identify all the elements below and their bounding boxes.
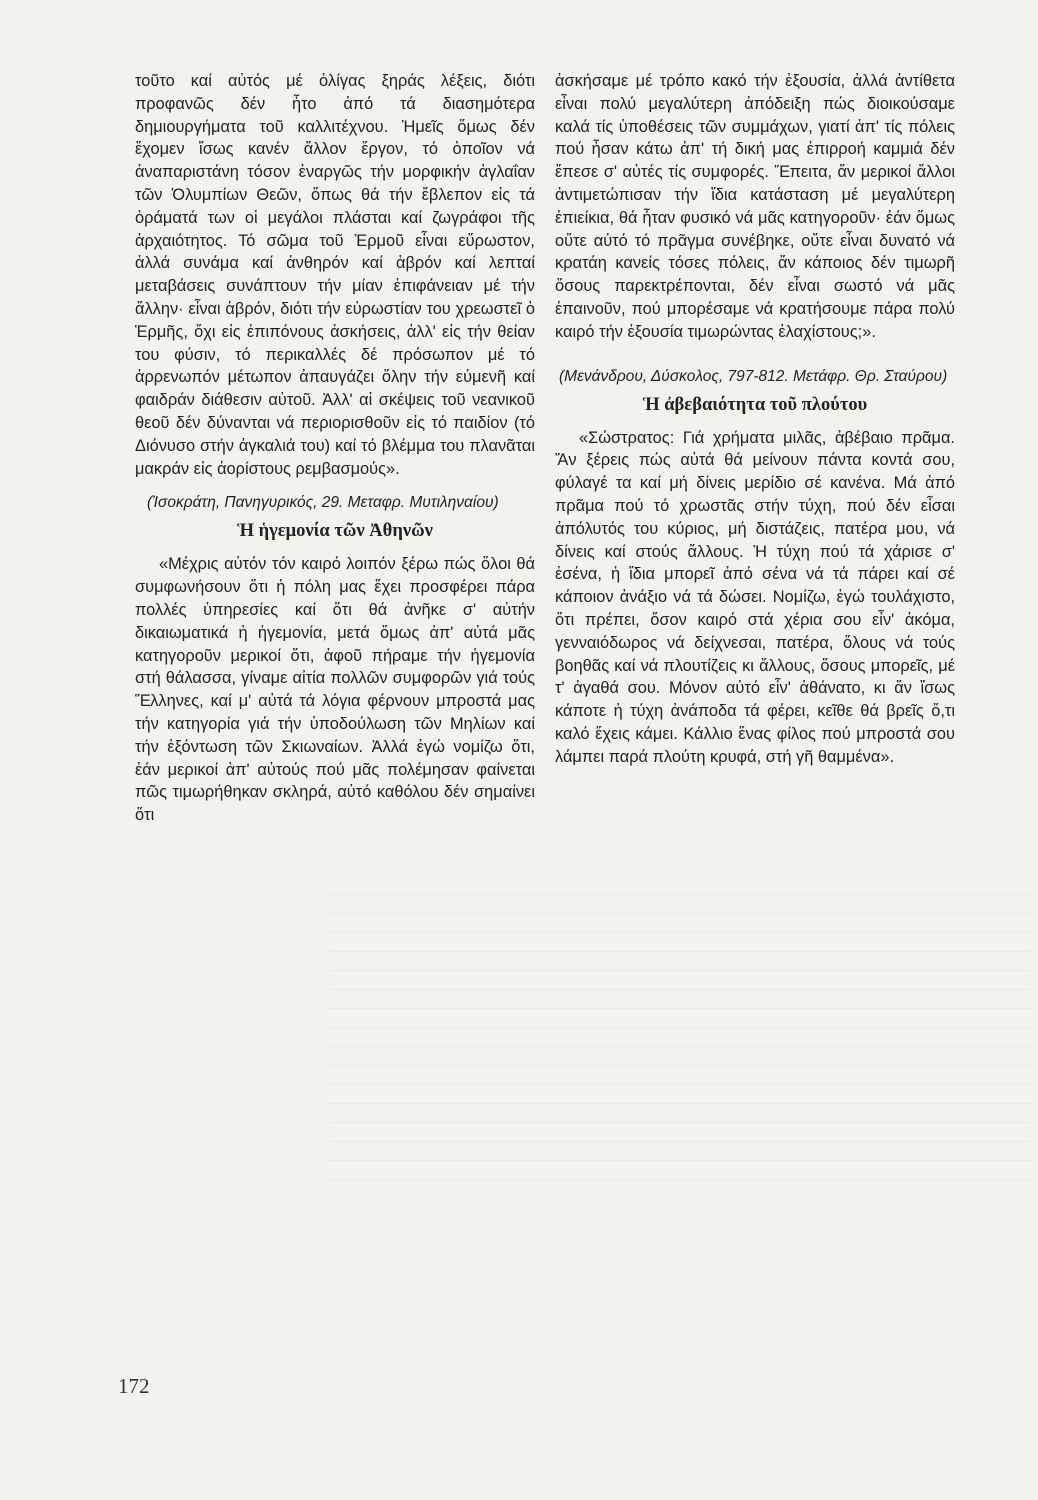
left-paragraph-1: τοῦτο καί αὐτός μέ ὀλίγας ξηράς λέξεις, διότι προφανῶς δέν ἦτο ἀπό τά διασημότερα δημιουργήματα τοῦ καλλιτέχνου. Ἡμεῖς ὅμως δέν ἔχομεν ἴσως κανέν ἄλλον ἔργον, τό ὁποῖον νά ἀναπαριστάνη τόσον ἐναργῶς τήν μορφικήν ἀγλαΐαν τῶν Ὀλυμπίων Θεῶν, ὅπως θά τήν ἔβλεπον εἰς τά ὁράματά των οἱ μεγάλοι πλάσται καί ζωγράφοι τῆς ἀρχαιότητος. Τό σῶμα τοῦ Ἑρμοῦ εἶναι εὔρωστον, ἀλλά συνάμα καί ἀνθηρόν καί ἁβρόν καί λεπταί μεταβάσεις συνάπτουν τήν μίαν ἐπιφάνειαν μέ τήν ἄλλην· εἶναι ἁβρόν, διότι τήν εὐρωστίαν του χρεωστεῖ ὁ Ἑρμῆς, ὄχι εἰς ἐπιπόνους ἀσκήσεις, ἀλλ' εἰς τήν θείαν του φύσιν, τό περικαλλές δέ πρόσωπον μέ τό ἀρρενωπόν μέτωπον ἀπαυγάζει ὅλην τήν εὐμενῆ καί φαιδράν διάθεσιν αὐτοῦ. Ἀλλ' αἱ σκέψεις τοῦ νεανικοῦ θεοῦ δέν δύνανται νά περιορισθοῦν εἰς τό παιδίον (τό Διόνυσο στήν ἀγκαλιά του) καί τό βλέμμα του πλανᾶται μακράν εἰς ἀορίστους ρεμβασμούς». — [135, 72, 535, 478]
right-paragraph-1: ἀσκήσαμε μέ τρόπο κακό τήν ἐξουσία, ἀλλά ἀντίθετα εἶναι πολύ μεγαλύτερη ἀπόδειξη πώς διοικούσαμε καλά τίς ὑποθέσεις τῶν συμμάχων, γιατί ἀπ' τίς πόλεις πού ἦσαν κάτω ἀπ' τή δική μας ἐπιρροή καμμιά δέν ἔπεσε σ' αὐτές τίς συμφορές. Ἔπειτα, ἄν μερικοί ἄλλοι ἀντιμετώπισαν τήν ἴδια κατάσταση μέ μεγαλύτερη ἐπιείκια, θά ἦταν φυσικό νά μᾶς κατηγοροῦν· ἐάν ὅμως οὔτε αὐτό τό πρᾶγμα συνέβηκε, οὔτε εἶναι δυνατό νά κρατάη κανείς τόσες πόλεις, ἄν κάποιος δέν τιμωρῆ ὅσους παρεκτρέπονται, δέν εἶναι σωστό νά μᾶς ἐπαινοῦν, πού μπορέσαμε νά κρατήσουμε πάρα πολύ καιρό τήν ἐξουσία τιμωρώντας ἐλαχίστους;». — [555, 72, 955, 341]
left-citation: (Ἰσοκράτη, Πανηγυρικός, 29. Μεταφρ. Μυτιληναίου) — [147, 494, 499, 512]
left-section-heading: Ἡ ἡγεμονία τῶν Ἀθηνῶν — [237, 521, 433, 542]
left-column — [135, 70, 535, 827]
left-paragraph-2: «Μέχρις αὐτόν τόν καιρό λοιπόν ξέρω πώς ὅλοι θά συμφωνήσουν ὅτι ἡ πόλη μας ἔχει προσφέρει πάρα πολλές ὑπηρεσίες καί ὅτι θά ἀνῆκε σ' αὐτήν δικαιωματικά ἡ ἡγεμονία, μετά ὅμως ἀπ' αὐτά μᾶς κατηγοροῦν μερικοί ὅτι, ἀφοῦ πήραμε τήν ἡγεμονία στή θάλασσα, γίναμε αἰτία πολλῶν συμφορῶν γιά τούς Ἕλληνες, καί μ' αὐτά τά λόγια φέρνουν μπροστά μας τήν κατηγορία γιά τήν ὑποδούλωση τῶν Μηλίων καί τήν ἐξόντωση τῶν Σκιωναίων. Ἀλλά ἐγώ νομίζω ὅτι, ἐάν μερικοί ἀπ' αὐτούς πού μᾶς πολέμησαν φαίνεται πῶς τιμωρήθηκαν σκληρά, αὐτό καθόλου δέν σημαίνει ὅτι — [135, 555, 535, 825]
right-section-heading: Ἡ ἀβεβαιότητα τοῦ πλούτου — [642, 394, 868, 415]
right-column — [555, 70, 955, 769]
show-through-texture — [330, 880, 1030, 1180]
right-citation: (Μενάνδρου, Δύσκολος, 797-812. Μετάφρ. Θρ. Σταύρου) — [559, 367, 948, 385]
page-number: 172 — [118, 1374, 150, 1398]
right-paragraph-2: «Σώστρατος: Γιά χρήματα μιλᾶς, ἀβέβαιο πρᾶμα. Ἄν ξέρεις πώς αὐτά θά μείνουν πάντα κοντά σου, φύλαγέ τα καί μή δίνεις μερίδιο σέ κανένα. Μά ἀπό πρᾶμα πού τό χρωστᾶς στήν τύχη, πού δέν εἶσαι ἀπόλυτός του κύριος, μή διστάζεις, πατέρα μου, νά δίνεις καί στούς ἄλλους. Ἡ τύχη πού τά χάρισε σ' ἐσένα, ἡ ἴδια μπορεῖ ἀπό σένα νά τά πάρει καί σέ κάποιον ἀνάξιο νά τά δώσει. Νομίζω, ἐγώ τουλάχιστο, ὅτι πρέπει, ὅσον καιρό στά χέρια σου εἶν' ἀκόμα, γενναιόδωρος νά δείχνεσαι, πατέρα, ὅλους νά τούς βοηθᾶς καί νά πλουτίζεις κι ἄλλους, ὅσους μπορεῖς, μέ τ' ἀγαθά σου. Μόνον αὐτό εἶν' ἀθάνατο, κι ἄν ἴσως κάποτε ἡ τύχη ἀνάποδα τά φέρει, κεῖθε θά βρεῖς ὅ,τι καλό ἔχεις κάμει. Κάλλιο ἕνας φίλος πού μπροστά σου λάμπει παρά πλούτη κρυφά, στή γῆ θαμμένα». — [555, 428, 955, 766]
